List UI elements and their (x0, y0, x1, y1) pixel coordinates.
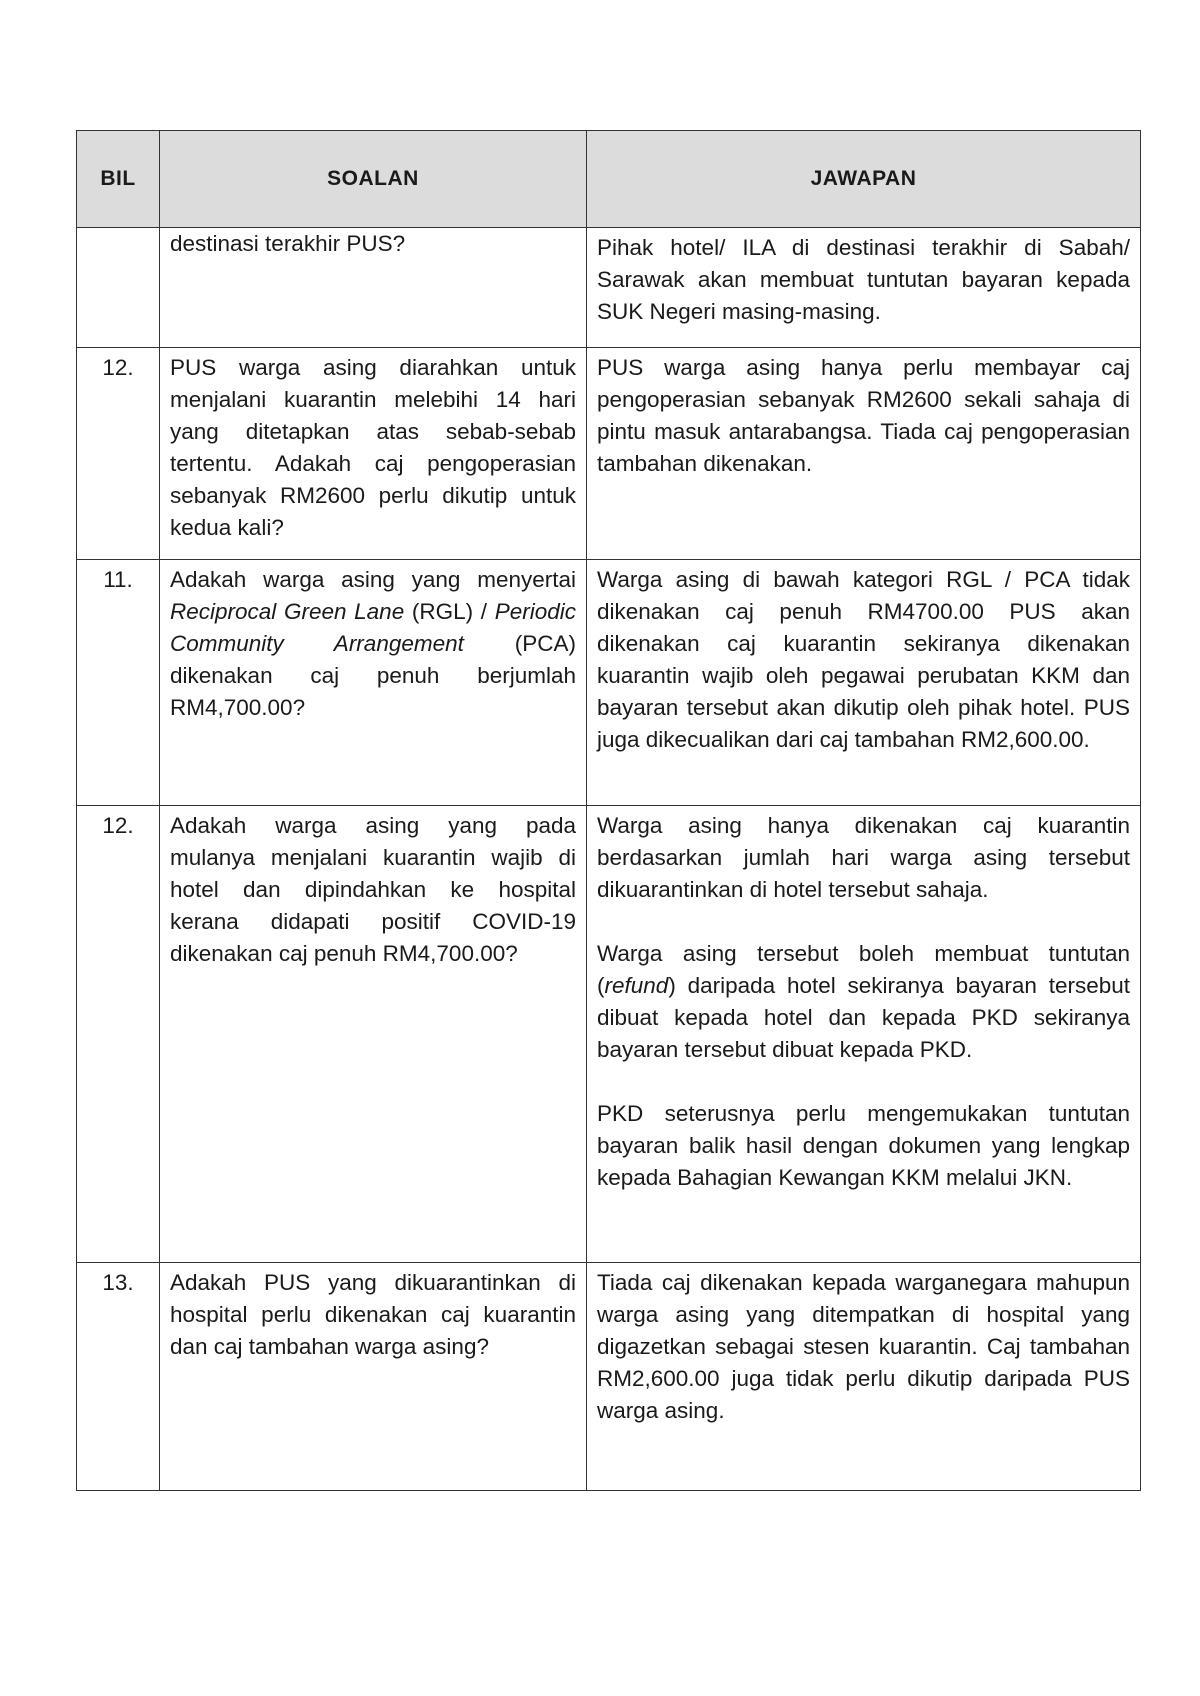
answer-text: Warga asing tersebut boleh membuat tuntutan ( (597, 941, 1130, 998)
row-number: 12. (77, 348, 160, 560)
answer-italic-term: refund (604, 973, 669, 998)
question-cell: destinasi terakhir PUS? (160, 228, 587, 348)
question-cell (160, 560, 587, 806)
answer-cell (587, 560, 1141, 806)
table-row (77, 1263, 1141, 1491)
answer-cell (587, 806, 1141, 1263)
answer-paragraph: Warga asing hanya dikenakan caj kuarantin berdasarkan jumlah hari warga asing tersebut dikuarantinkan di hotel tersebut sahaja. (597, 813, 1130, 902)
row-number: 12. (77, 806, 160, 1263)
table-row (77, 806, 1141, 1263)
answer-cell (587, 348, 1141, 560)
question-italic-term: Reciprocal Green Lane (170, 599, 405, 624)
table-row (77, 348, 1141, 560)
faq-table (76, 130, 1141, 1491)
answer-cell (587, 1263, 1141, 1491)
question-text: Adakah warga asing yang menyertai (170, 567, 576, 592)
header-soalan: SOALAN (160, 131, 587, 228)
header-bil: BIL (77, 131, 160, 228)
question-cell: Adakah PUS yang dikuarantinkan di hospital perlu dikenakan caj kuarantin dan caj tambahan warga asing? (160, 1263, 587, 1491)
row-number: 13. (77, 1263, 160, 1491)
answer-text: ) daripada hotel sekiranya bayaran tersebut dibuat kepada hotel dan kepada PKD sekiranya bayaran tersebut dibuat kepada PKD. (597, 973, 1130, 1062)
question-cell: PUS warga asing diarahkan untuk menjalani kuarantin melebihi 14 hari yang ditetapkan atas sebab-sebab tertentu. Adakah caj pengoperasian sebanyak RM2600 perlu dikutip untuk kedua kali? (160, 348, 587, 560)
answer-paragraph: Warga asing di bawah kategori RGL / PCA tidak dikenakan caj penuh RM4700.00 PUS akan dikenakan caj kuarantin sekiranya dikenakan kuarantin wajib oleh pegawai perubatan KKM dan bayaran tersebut akan dikutip oleh pihak hotel. PUS juga dikecualikan dari caj tambahan RM2,600.00. (597, 567, 1130, 752)
answer-paragraph: Tiada caj dikenakan kepada warganegara mahupun warga asing yang ditempatkan di hospital yang digazetkan sebagai stesen kuarantin. Caj tambahan RM2,600.00 juga tidak perlu dikutip daripada PUS warga asing. (597, 1270, 1130, 1423)
question-cell: Adakah warga asing yang pada mulanya menjalani kuarantin wajib di hotel dan dipindahkan ke hospital kerana didapati positif COVID-19 dikenakan caj penuh RM4,700.00? (160, 806, 587, 1263)
row-number: 11. (77, 560, 160, 806)
question-italic-term: Periodic Community Arrangement (170, 599, 576, 656)
answer-paragraph: PUS warga asing hanya perlu membayar caj pengoperasian sebanyak RM2600 sekali sahaja di pintu masuk antarabangsa. Tiada caj pengoperasian tambahan dikenakan. (597, 355, 1130, 476)
answer-paragraph: PKD seterusnya perlu mengemukakan tuntutan bayaran balik hasil dengan dokumen yang lengkap kepada Bahagian Kewangan KKM melalui JKN. (597, 1101, 1130, 1190)
answer-paragraph: Pihak hotel/ ILA di destinasi terakhir di Sabah/ Sarawak akan membuat tuntutan bayaran kepada SUK Negeri masing-masing. (597, 235, 1130, 324)
answer-paragraph (597, 938, 1130, 1066)
table-row (77, 228, 1141, 348)
table-header-row (77, 131, 1141, 228)
question-text: (RGL) / (404, 599, 495, 624)
header-jawapan: JAWAPAN (587, 131, 1141, 228)
table-row (77, 560, 1141, 806)
question-text: (PCA) dikenakan caj penuh berjumlah RM4,700.00? (170, 631, 576, 720)
answer-cell (587, 228, 1141, 348)
row-number (77, 228, 160, 348)
